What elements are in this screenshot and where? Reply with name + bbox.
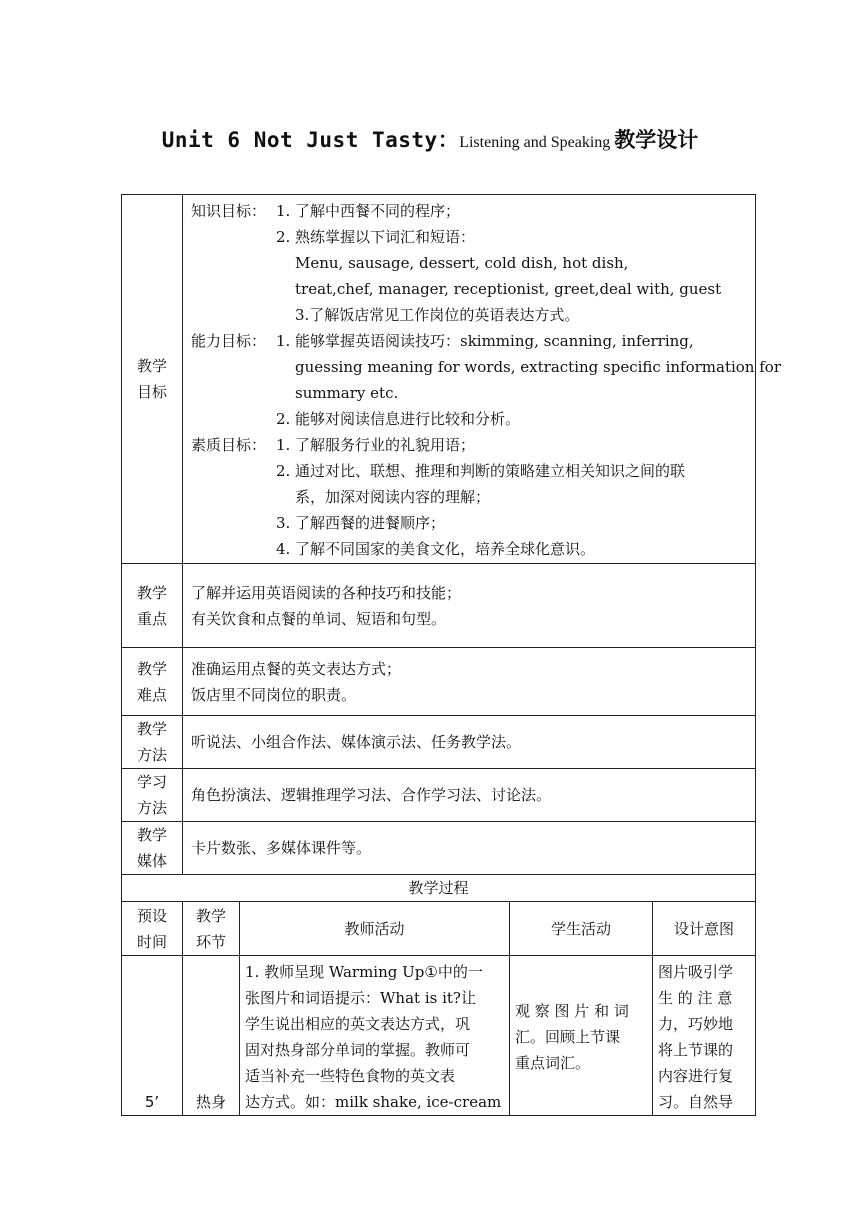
lesson-plan-table — [121, 194, 781, 1116]
learning-methods-content: 角色扮演法、逻辑推理学习法、合作学习法、讨论法。 — [183, 769, 756, 822]
process-stage: 热身 — [183, 956, 240, 1116]
key-points-row — [122, 564, 756, 648]
knowledge-objective-line: 2. 熟练掌握以下词汇和短语： — [276, 228, 476, 246]
process-title-row — [122, 875, 756, 902]
quality-objective-line: 素质目标： 1. 了解服务行业的礼貌用语； — [191, 436, 476, 454]
quality-objective-line: 2. 通过对比、联想、推理和判断的策略建立相关知识之间的联 — [276, 462, 686, 480]
knowledge-objective-line: 3.了解饭店常见工作岗位的英语表达方式。 — [295, 306, 580, 324]
media-label: 教学 媒体 — [122, 822, 183, 875]
process-title: 教学过程 — [122, 875, 756, 902]
methods-row — [122, 716, 756, 769]
quality-objective-line: 系，加深对阅读内容的理解； — [295, 488, 491, 506]
knowledge-vocab-line: Menu, sausage, dessert, cold dish, hot dish, — [295, 254, 629, 272]
quality-objective-line: 3. 了解西餐的进餐顺序； — [276, 514, 446, 532]
methods-content: 听说法、小组合作法、媒体演示法、任务教学法。 — [183, 716, 756, 769]
ability-objective-line: guessing meaning for words, extracting specific information for — [295, 358, 781, 376]
header-time: 预设 时间 — [122, 902, 183, 956]
quality-objective-line: 4. 了解不同国家的美食文化，培养全球化意识。 — [276, 540, 596, 558]
process-teacher-activity: 1. 教师呈现 Warming Up①中的一 张图片和词语提示：What is it?让 学生说出相应的英文表达方式，巩 固对热身部分单词的掌握。教师可 适当补充一些特色食物的英文表 达方式。如：milk shake, ice-cream — [240, 956, 510, 1116]
difficulties-row — [122, 648, 756, 716]
methods-label: 教学 方法 — [122, 716, 183, 769]
knowledge-objective-line: 知识目标： 1. 了解中西餐不同的程序； — [191, 202, 461, 220]
header-teacher-activity: 教师活动 — [240, 902, 510, 956]
process-time: 5’ — [122, 956, 183, 1116]
title-subtitle: Listening and Speaking — [459, 134, 615, 151]
key-points-content: 了解并运用英语阅读的各种技巧和技能； 有关饮食和点餐的单词、短语和句型。 — [183, 564, 756, 648]
objectives-label: 教学 目标 — [122, 195, 183, 564]
header-design-intent: 设计意图 — [653, 902, 756, 956]
process-design-intent: 图片吸引学 生 的 注 意 力，巧妙地 将上节课的 内容进行复 习。自然导 — [653, 956, 756, 1116]
media-content: 卡片数张、多媒体课件等。 — [183, 822, 756, 875]
process-student-activity: 观 察 图 片 和 词 汇。回顾上节课 重点词汇。 — [510, 956, 653, 1116]
title-chinese: 教学设计 — [614, 128, 699, 152]
title-english: Unit 6 Not Just Tasty： — [161, 128, 460, 152]
header-student-activity: 学生活动 — [510, 902, 653, 956]
page-title — [0, 124, 860, 154]
key-points-label: 教学 重点 — [122, 564, 183, 648]
header-stage: 教学 环节 — [183, 902, 240, 956]
media-row — [122, 822, 756, 875]
knowledge-vocab-line: treat,chef, manager, receptionist, greet,deal with, guest — [295, 280, 722, 298]
process-header-row — [122, 902, 756, 956]
learning-methods-label: 学习 方法 — [122, 769, 183, 822]
difficulties-label: 教学 难点 — [122, 648, 183, 716]
objectives-row — [122, 195, 756, 564]
ability-objective-line: 能力目标： 1. 能够掌握英语阅读技巧：skimming, scanning, inferring, — [191, 332, 694, 350]
process-row — [122, 956, 756, 1116]
ability-objective-line: summary etc. — [295, 384, 399, 402]
learning-methods-row — [122, 769, 756, 822]
objectives-content — [183, 195, 781, 564]
ability-objective-line: 2. 能够对阅读信息进行比较和分析。 — [276, 410, 521, 428]
difficulties-content: 准确运用点餐的英文表达方式； 饭店里不同岗位的职责。 — [183, 648, 756, 716]
